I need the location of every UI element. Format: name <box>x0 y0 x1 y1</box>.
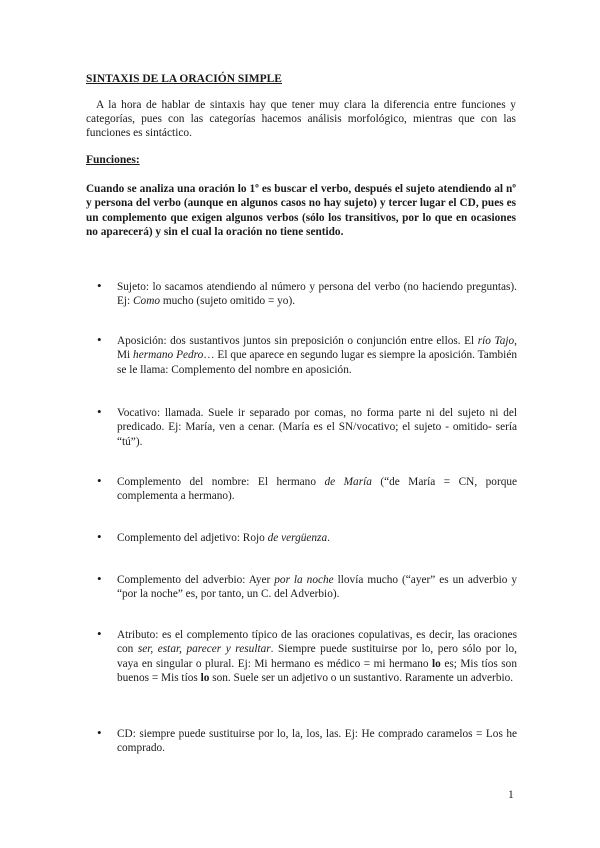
page-number: 1 <box>508 789 514 801</box>
item-text: Vocativo: llamada. Suele ir separado por comas, no forma parte ni del sujeto ni del predicado. Ej: María, ven a cenar. (María es el SN/vocativo; el sujeto - omitido- sería “tú”). <box>117 407 517 448</box>
item-text: Atributo: es el complemento típico de las oraciones copulativas, es decir, las oraciones con ser, estar, parecer y resultar. Siempre puede sustituirse por lo, pero sólo por lo, vaya en singular o plural. Ej: Mi hermano es médico = mi hermano lo es; Mis tíos son buenos = Mis tíos lo son. Suele ser un adjetivo o un sustantivo. Raramente un adverbio. <box>117 629 517 685</box>
list-item-aposicion <box>97 334 517 377</box>
list-item-sujeto <box>97 280 517 309</box>
list-item-complemento-adverbio <box>97 573 517 602</box>
list-item-atributo <box>97 628 517 686</box>
document-title: SINTAXIS DE LA ORACIÓN SIMPLE <box>86 73 282 85</box>
list-item-vocativo <box>97 406 517 449</box>
list-item-complemento-adjetivo <box>97 531 517 545</box>
item-text: Aposición: dos sustantivos juntos sin preposición o conjunción entre ellos. El río Tajo, Mi hermano Pedro… El que aparece en segundo lugar es siempre la aposición. También se le llama: Complemento del nombre en aposición. <box>117 335 517 376</box>
bullet-icon: • <box>97 571 102 586</box>
bullet-icon: • <box>97 529 102 544</box>
item-text: Sujeto: lo sacamos atendiendo al número y persona del verbo (no haciendo preguntas). Ej: Como mucho (sujeto omitido = yo). <box>117 281 517 308</box>
item-text: Complemento del adverbio: Ayer por la noche llovía mucho (“ayer” es un adverbio y “por la noche” es, por tanto, un C. del Adverbio). <box>117 574 517 601</box>
section-title-funciones: Funciones: <box>86 154 140 166</box>
bullet-icon: • <box>97 404 102 419</box>
bold-paragraph: Cuando se analiza una oración lo 1º es buscar el verbo, después el sujeto atendiendo al nº y persona del verbo (aunque en algunos casos no hay sujeto) y tercer lugar el CD, pues es un complemento que exigen algunos verbos (sólo los transitivos, por lo que en ocasiones no aparecerá) y sin el cual la oración no tiene sentido. <box>86 183 516 239</box>
intro-paragraph: A la hora de hablar de sintaxis hay que tener muy clara la diferencia entre funciones y categorías, pues con las categorías hacemos análisis morfológico, mientras que con las funciones es sintáctico. <box>86 99 516 139</box>
bullet-icon: • <box>97 725 102 740</box>
item-text: Complemento del adjetivo: Rojo de vergüenza. <box>117 532 330 544</box>
item-text: CD: siempre puede sustituirse por lo, la, los, las. Ej: He comprado caramelos = Los he comprado. <box>117 728 517 755</box>
list-item-cd <box>97 727 517 756</box>
list-item-complemento-nombre <box>97 475 517 504</box>
bullet-icon: • <box>97 473 102 488</box>
bullet-icon: • <box>97 332 102 347</box>
item-text: Complemento del nombre: El hermano de María (“de María = CN, porque complementa a hermano). <box>117 476 518 503</box>
bullet-icon: • <box>97 278 102 293</box>
bullet-icon: • <box>97 626 102 641</box>
